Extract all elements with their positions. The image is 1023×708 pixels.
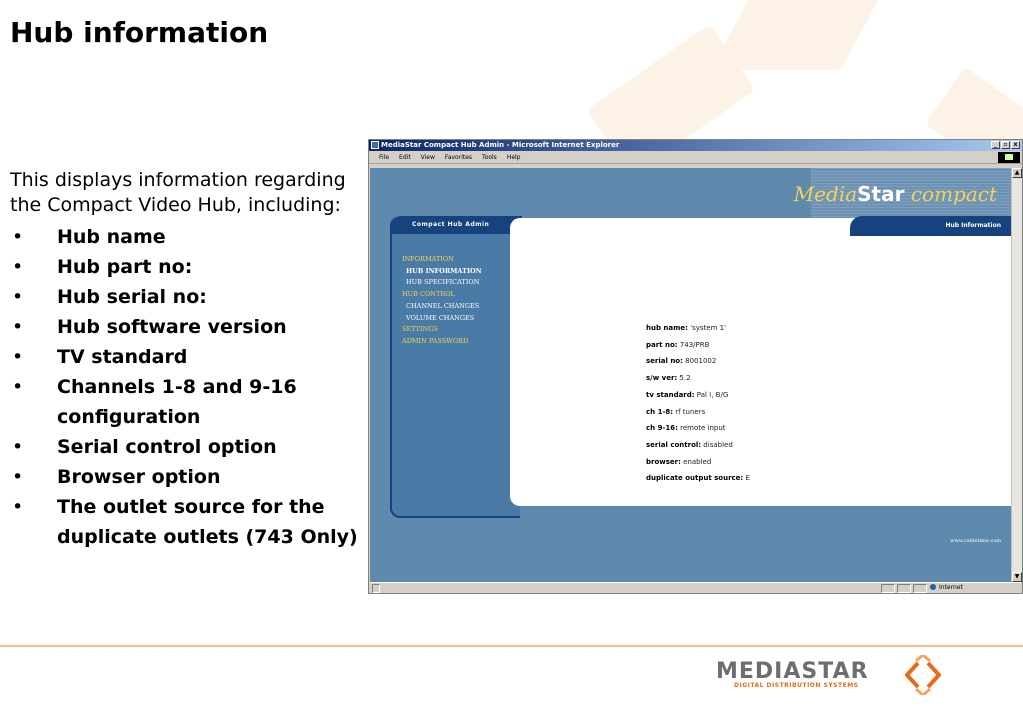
- status-cell: [913, 584, 927, 593]
- menu-tools[interactable]: Tools: [482, 153, 497, 161]
- list-item: • Hub serial no:: [10, 282, 360, 312]
- admin-nav: [402, 254, 482, 348]
- duplicate-output-row: duplicate output source: E: [646, 474, 750, 483]
- nav-settings[interactable]: SETTINGS: [402, 325, 438, 334]
- list-item: • Hub part no:: [10, 252, 360, 282]
- nav-hub-specification[interactable]: HUB SPECIFICATION: [406, 278, 480, 287]
- menu-edit[interactable]: Edit: [399, 153, 411, 161]
- maximize-button[interactable]: ▫: [1001, 141, 1010, 149]
- intro-text: This displays information regarding the Compact Video Hub, including:: [10, 169, 346, 216]
- browser-window: [368, 139, 1023, 594]
- slide-title: Hub information: [10, 16, 269, 49]
- nav-hub-information[interactable]: HUB INFORMATION: [406, 266, 482, 275]
- list-item: • Channels 1-8 and 9-16 configuration: [10, 372, 360, 432]
- bullet-icon: •: [12, 346, 24, 368]
- ie-app-icon: [371, 141, 379, 149]
- mediastar-compact-logo: MediaStar compact: [793, 182, 997, 206]
- hub-name-row: hub name: 'system 1': [646, 324, 727, 332]
- footer-divider: [0, 645, 1023, 647]
- status-cell: [897, 584, 911, 593]
- page-heading-tab: Hub Information: [850, 216, 1011, 236]
- menu-favorites[interactable]: Favorites: [444, 153, 473, 161]
- window-title-bar[interactable]: [369, 140, 1022, 151]
- windows-logo-icon: [998, 152, 1020, 163]
- bullet-icon: •: [12, 466, 24, 488]
- tv-standard-row: tv standard: Pal I, B/G: [646, 390, 729, 399]
- scroll-up-icon[interactable]: ▲: [1012, 168, 1022, 178]
- status-cell: [881, 584, 895, 593]
- web-page: [370, 168, 1011, 582]
- sw-ver-row: s/w ver: 5.2: [646, 374, 691, 383]
- feature-list: [10, 222, 360, 552]
- bullet-icon: •: [12, 286, 24, 308]
- page-status-icon: [372, 584, 380, 593]
- logo-tagline: DIGITAL DISTRIBUTION SYSTEMS: [734, 682, 859, 689]
- list-item: • Hub software version: [10, 312, 360, 342]
- list-item: • Browser option: [10, 462, 360, 492]
- window-controls: [991, 141, 1020, 149]
- bullet-icon: •: [12, 496, 24, 518]
- close-button[interactable]: x: [1011, 141, 1020, 149]
- admin-tab: Compact Hub Admin: [392, 216, 522, 234]
- minimize-button[interactable]: _: [991, 141, 1000, 149]
- content-panel: [510, 218, 1011, 506]
- globe-icon: [930, 584, 936, 590]
- mediastar-logo: [716, 655, 946, 695]
- nav-information[interactable]: INFORMATION: [402, 255, 454, 263]
- bullet-icon: •: [12, 436, 24, 458]
- list-item: • TV standard: [10, 342, 360, 372]
- bullet-icon: •: [12, 256, 24, 278]
- part-no-row: part no: 743/PRB: [646, 340, 710, 349]
- list-item: • Hub name: [10, 222, 360, 252]
- status-bar: [370, 582, 1021, 593]
- nav-hub-control[interactable]: HUB CONTROL: [402, 290, 455, 299]
- menu-file[interactable]: File: [379, 153, 390, 161]
- diamond-arrows-icon: [902, 655, 944, 695]
- bullet-icon: •: [12, 226, 24, 248]
- background-shape-top: [711, 0, 899, 70]
- ch-9-16-row: ch 9-16: remote input: [646, 424, 726, 433]
- list-item: • Serial control option: [10, 432, 360, 462]
- menu-help[interactable]: Help: [506, 153, 521, 161]
- list-item: • The outlet source for the duplicate outlets (743 Only): [10, 492, 360, 552]
- bullet-icon: •: [12, 376, 24, 398]
- scroll-down-icon[interactable]: ▼: [1012, 572, 1022, 582]
- security-zone: Internet: [930, 583, 963, 593]
- nav-channel-changes[interactable]: CHANNEL CHANGES: [406, 301, 480, 310]
- ch-1-8-row: ch 1-8: rf tuners: [646, 407, 706, 416]
- menu-view[interactable]: View: [420, 153, 435, 161]
- window-title: MediaStar Compact Hub Admin - Microsoft Internet Explorer: [381, 141, 620, 149]
- footer-link[interactable]: www.cabletime.com: [950, 538, 1001, 544]
- vertical-scrollbar[interactable]: [1011, 168, 1022, 582]
- serial-no-row: serial no: 8001002: [646, 357, 717, 366]
- logo-wordmark: MEDIASTAR: [716, 659, 869, 684]
- browser-row: browser: enabled: [646, 457, 712, 466]
- serial-control-row: serial control: disabled: [646, 440, 733, 449]
- admin-sidebar: [390, 216, 520, 518]
- nav-admin-password[interactable]: ADMIN PASSWORD: [402, 336, 469, 345]
- menu-bar: [369, 151, 1022, 164]
- hub-info-list: [646, 320, 750, 487]
- nav-volume-changes[interactable]: VOLUME CHANGES: [406, 313, 475, 322]
- bullet-icon: •: [12, 316, 24, 338]
